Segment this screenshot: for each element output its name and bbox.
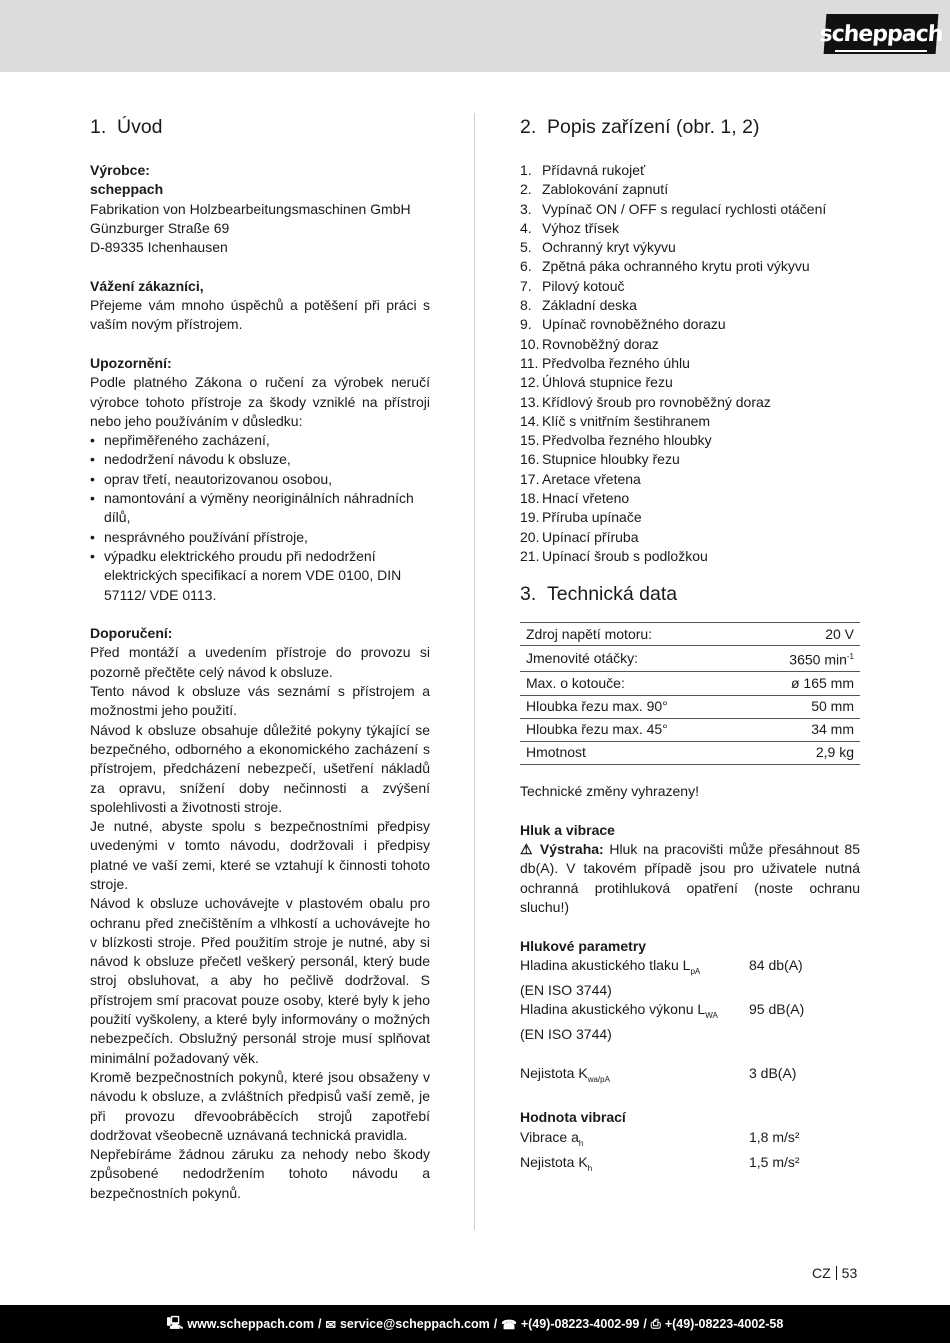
footer-phone: +(49)-08223-4002-99 — [520, 1317, 640, 1331]
noise-power-norm: (EN ISO 3744) — [520, 1026, 612, 1043]
recommendation-paragraph: Návod k obsluze uchovávejte v plastovém obalu pro ochranu před znečištěním a vlhkostí a uchovávejte ho v blízkosti stroje. Před použitím stroje je nutné, aby si návod k obsluze přečetl veškerý personál, který bude stroj obsluhovat, a aby ho pečlivě dodržoval. S přístrojem smí pracovat pouze osoby, které byly k jeho použití vyškoleny, a které byly informovány o možných nebezpečích. Obslužný personál stroje musí splňovat minimální požadovaný věk. — [90, 895, 430, 1066]
list-item: 14. Klíč s vnitřním šestihranem — [520, 412, 711, 429]
vibration-heading: Hodnota vibrací — [520, 1109, 626, 1126]
list-item: 17. Aretace vřetena — [520, 470, 641, 487]
table-row: Hloubka řezu max. 45° 34 mm — [520, 718, 860, 741]
logo-underline — [835, 50, 927, 52]
tech-note: Technické změny vyhrazeny! — [520, 783, 699, 800]
left-column — [90, 113, 430, 1203]
list-item: 2. Zablokování zapnutí — [520, 181, 669, 198]
fax-icon: ⎙ — [650, 1316, 661, 1331]
list-item: 4. Výhoz třísek — [520, 219, 620, 236]
warning-heading: Upozornění: — [90, 354, 172, 371]
table-row: Hloubka řezu max. 90° 50 mm — [520, 695, 860, 718]
noise-heading: Hluk a vibrace — [520, 821, 615, 838]
footer-fax: +(49)-08223-4002-58 — [664, 1317, 784, 1331]
table-row: Jmenovité otáčky: 3650 $\min^{-1}$ — [520, 646, 860, 672]
list-item: 13. Křídlový šroub pro rovnoběžný doraz — [520, 393, 771, 410]
vibration-row: Vibrace $a_h$ 1,8 m/s² — [520, 1128, 800, 1148]
manufacturer-address-line: Fabrikation von Holzbearbeitungsmaschinen GmbH — [90, 200, 411, 217]
list-item: • nepřiměřeného zacházení, — [90, 431, 430, 450]
phone-icon: ☎ — [501, 1317, 517, 1332]
list-item: 9. Upínač rovnoběžného dorazu — [520, 316, 726, 333]
vibration-uncertainty-row: Nejistota $K_h$ 1,5 m/s² — [520, 1153, 800, 1173]
warning-icon-label: ⚠ Výstraha: — [520, 841, 604, 858]
list-item: 11. Předvolba řezného úhlu — [520, 354, 690, 371]
header-bar — [0, 0, 950, 72]
list-item: 19. Příruba upínače — [520, 509, 642, 526]
noise-params-heading: Hlukové parametry — [520, 937, 647, 954]
list-item: 10. Rovnoběžný doraz — [520, 335, 659, 352]
column-divider — [474, 113, 475, 1230]
footer-web[interactable]: www.scheppach.com — [187, 1317, 315, 1331]
list-item: • namontování a výměny neoriginálních náhradních dílů, — [90, 489, 430, 528]
list-item: • nesprávného používání přístroje, — [90, 528, 430, 547]
noise-pressure-row: Hladina akustického tlaku $L_{pA}$ 84 db(A) — [520, 956, 803, 976]
recommendation-paragraph: Návod k obsluze obsahuje důležité pokyny týkající se bezpečného, odborného a ekonomického zacházení s přístrojem, předcházení nebezpečí, ušetření nákladů za opravu, snížení doby nečinnosti a zvýšení spolehlivosti a životnosti stroje. — [90, 721, 430, 815]
page-number: CZ 53 — [812, 1265, 858, 1281]
warning-list — [90, 431, 430, 605]
list-item: 7. Pilový kotouč — [520, 277, 625, 294]
recommendation-paragraph: Tento návod k obsluze vás seznámí s přístrojem a možnostmi jeho použití. — [90, 683, 430, 719]
list-item: 21. Upínací šroub s podložkou — [520, 547, 708, 564]
list-item: 12. Úhlová stupnice řezu — [520, 374, 673, 391]
uncertainty-row: Nejistota $K_{wa/pA}$ 3 dB(A) — [520, 1064, 797, 1084]
monitor-icon: 🖳 — [166, 1315, 184, 1330]
list-item: 3. Vypínač ON / OFF s regulací rychlosti otáčení — [520, 200, 827, 217]
customer-text: Přejeme vám mnoho úspěchů a potěšení při práci s vaším novým přístrojem. — [90, 297, 430, 333]
recommendation-heading: Doporučení: — [90, 625, 173, 642]
list-item: • výpadku elektrického proudu při nedodržení elektrických specifikací a norem VDE 0100, DIN 57112/ VDE 0113. — [90, 547, 430, 605]
table-row: Zdroj napětí motoru: 20 V — [520, 623, 860, 646]
list-item: 6. Zpětná páka ochranného krytu proti výkyvu — [520, 258, 810, 275]
manufacturer-address-line: Günzburger Straße 69 — [90, 219, 230, 236]
list-item: 5. Ochranný kryt výkyvu — [520, 239, 676, 256]
footer-bar: 🖳 www.scheppach.com / ✉ service@scheppach.com / ☎ +(49)-08223-4002-99 / ⎙ +(49)-08223-4002-58 — [0, 1305, 950, 1343]
recommendation-paragraph: Je nutné, abyste spolu s bezpečnostními předpisy uvedenými v tomto návodu, dodržovali i předpisy platné ve vaší zemi, které se vztahují k činnosti tohoto stroje. — [90, 818, 430, 892]
parts-list — [520, 161, 860, 566]
list-item: 1. Přídavná rukojeť — [520, 162, 646, 178]
mail-icon: ✉ — [325, 1317, 336, 1332]
right-column — [520, 113, 860, 1178]
recommendation-paragraph: Kromě bezpečnostních pokynů, které jsou obsaženy v návodu k obsluze, a zvláštních předpisů vaší země, je při provozu dřevoobráběcích strojů zapotřebí dodržovat všeobecně uznávaná technická pravidla. — [90, 1068, 430, 1143]
section-1-title: 1. Úvod — [90, 116, 163, 138]
list-item: 20. Upínací příruba — [520, 528, 639, 545]
section-2-title: 2. Popis zařízení (obr. 1, 2) — [520, 116, 760, 138]
tech-data-table — [520, 622, 860, 765]
customer-heading: Vážení zákazníci, — [90, 277, 204, 294]
table-row: Hmotnost 2,9 kg — [520, 741, 860, 764]
list-item: 8. Základní deska — [520, 297, 637, 314]
manufacturer-name: scheppach — [90, 181, 164, 198]
noise-pressure-norm: (EN ISO 3744) — [520, 981, 612, 998]
manufacturer-address-line: D-89335 Ichenhausen — [90, 239, 228, 256]
list-item: 18. Hnací vřeteno — [520, 490, 630, 507]
recommendation-paragraph: Před montáží a uvedením přístroje do provozu si pozorně přečtěte celý návod k obsluze. — [90, 644, 430, 680]
scheppach-logo: scheppach — [824, 14, 939, 54]
section-3-title: 3. Technická data — [520, 583, 678, 606]
noise-warning: ⚠ Výstraha: Hluk na pracovišti může přesáhnout 85 db(A). V takovém případě jsou pro uživatele nutná ochranná protihluková opatření (noste ochranu sluchu!) — [520, 841, 860, 915]
warning-text: Podle platného Zákona o ručení za výrobek neručí výrobce tohoto přístroje za škody vzniklé na přístroji nebo jeho používáním v důsledku: — [90, 374, 430, 429]
list-item: • oprav třetí, neautorizovanou osobou, — [90, 470, 430, 489]
manufacturer-heading: Výrobce: — [90, 162, 150, 178]
noise-power-row: Hladina akustického výkonu $L_{WA}$ 95 dB(A) — [520, 1001, 805, 1020]
list-item: • nedodržení návodu k obsluze, — [90, 450, 430, 469]
footer-email[interactable]: service@scheppach.com — [339, 1317, 490, 1331]
list-item: 15. Předvolba řezného hloubky — [520, 432, 712, 449]
table-row: Max. o kotouče: ø 165 mm — [520, 672, 860, 695]
recommendation-paragraph: Nepřebíráme žádnou záruku za nehody nebo škody způsobené nedodržením tohoto návodu a bezpečnostních pokynů. — [90, 1146, 430, 1201]
list-item: 16. Stupnice hloubky řezu — [520, 451, 680, 468]
